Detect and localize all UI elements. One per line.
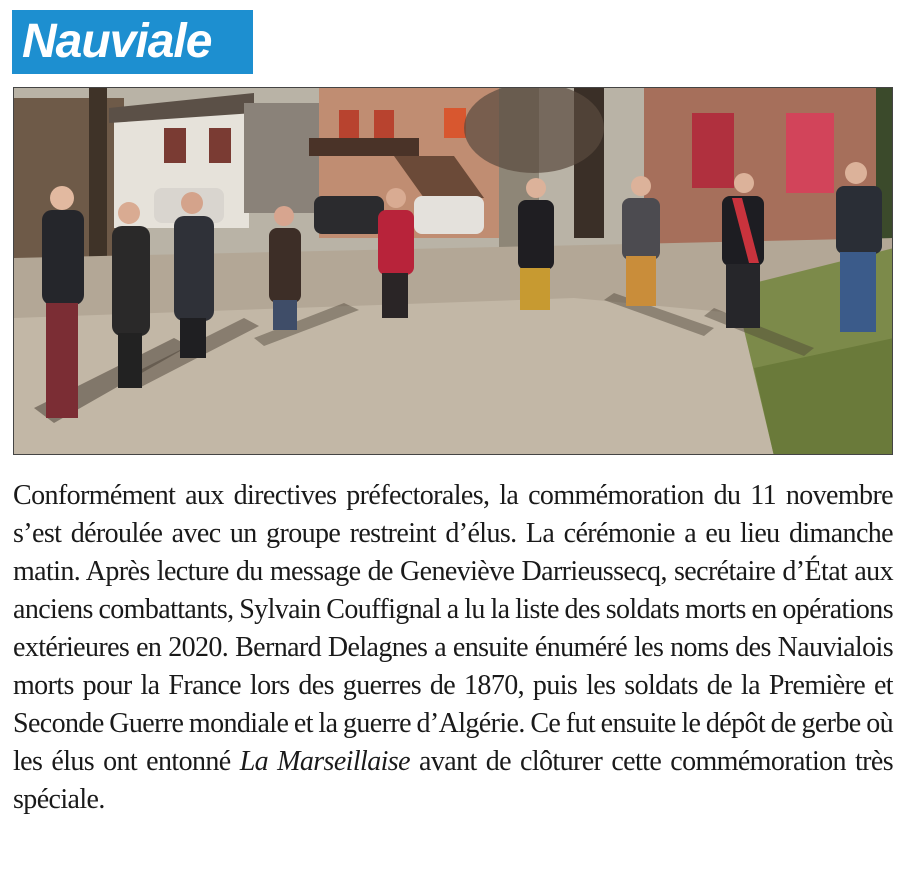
article-body bbox=[13, 477, 893, 819]
article-photo bbox=[13, 87, 893, 455]
section-title: Nauviale bbox=[22, 15, 212, 68]
article-text: Conformément aux directives préfectorales, la commémoration du 11 novembre s’est déroulée avec un groupe restreint d’élus. La cérémonie a eu lieu dimanche matin. Après lecture du message de Geneviève Darrieussecq, secrétaire d’État aux anciens combattants, Sylvain Couffignal a lu la liste des soldats morts en opérations extérieures en 2020. Bernard Delagnes a ensuite énuméré les noms des Nauvialois morts pour la France lors des guerres de 1870, puis les soldats de la Première et Seconde Guerre mondiale et la guerre d’Algérie. Ce fut ensuite le dépôt de gerbe où les élus ont entonné bbox=[13, 480, 893, 777]
section-title-banner bbox=[12, 10, 253, 74]
song-title: La Marseillaise bbox=[239, 746, 410, 777]
article-text-end: avant de clôturer cette commémoration très spéciale. bbox=[13, 746, 894, 815]
article-paragraph bbox=[13, 477, 893, 819]
